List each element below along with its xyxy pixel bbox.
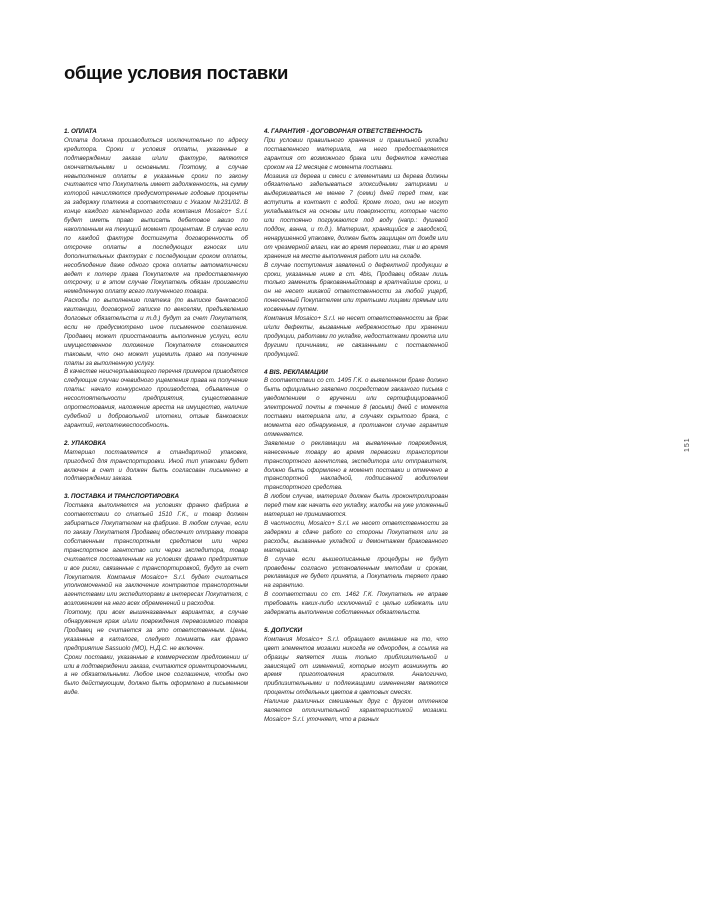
paragraph: Мозаика из дерева и смеси с элементами из дерева должны обязательно заделываться эпоксидными затирками и выдерживаться не менее 7 (семи) дней перед тем, как вступить в контакт с водой. Кроме того, они не могут укладываться на основы или поверхности, которые часто или постоянно погружаются под воду (напр.: душевой поддон, ванна, и т.д.). Материал, хранящийся в заводской, ненарушенной упаковке, должен быть защищен от дождя или от чрезмерной влаги, как во время перевозки, так и во время хранения на месте выполнения работ или на складе. xyxy=(264,172,448,260)
paragraph: Поэтому, при всех вышеназванных вариантах, в случае обнаружения краж и/или повреждения перевозимого товара Продавец не считается за это ответственным. Цены, указанные в каталоге, следует понимать как франко предприятие Sassuolo (MO), Н.Д.С. не включен. xyxy=(64,609,248,652)
paragraph: Материал поставляется в стандартной упаковке, пригодной для транспортировки. Иной тип упаковки будет включен в счет и должен быть согласован письменно в подтверждении заказа. xyxy=(64,448,248,483)
paragraph: Оплата должна производиться исключительно по адресу кредитора. Сроки и условия оплаты, указанные в подтверждении заказа и/или фактуре, являются окончательными и основными. Поэтому, в случае невыполнения оплаты в указанные сроки по закону считается что Покупатель имеет задолженность, на сумму которой начисляются предусмотренные годовые проценты за задержку платежа в соответствии с Указом №231/02. В конце каждого календарного года компания Mosaico+ S.r.l. будет иметь право выписать дебетовое авизо по накопленным на текущий момент процентам. В случае если по каждой фактуре достигнута договоренность об отсрочке оплаты в последующих взносах или дополнительных фактурах с последующим сроком оплаты, несоблюдение даже одного срока оплаты автоматически ведет к потере права Покупателя на предоставленную отсрочку, и в этом случае Покупатель обязан произвести немедленную оплату всего полученного товара. xyxy=(64,136,248,296)
section-heading-tolerances: 5. ДОПУСКИ xyxy=(264,626,303,634)
paragraph: Наличие различных смешанных друг с другом оттенков является отличительной характеристикой мозаики. Mosaico+ S.r.l. уточняет, что в разных xyxy=(264,698,448,723)
paragraph: Компания Mosaico+ S.r.l. не несет ответственности за брак и/или дефекты, вызванные небрежностью при хранении продукции, работами по укладке, недостатками проекта или другими причинами, не связанными с поставленной продукцией. xyxy=(264,315,448,358)
paragraph: В случае если вышеописанные процедуры не будут проведены согласно установленным методам и срокам, рекламация не будет принята, а Покупатель теряет право на гарантию. xyxy=(264,555,448,590)
paragraph: В случае поступления заявлений о дефектной продукции в сроки, указанные ниже в ст. 4bis, Продавец обязан лишь только заменить бракованныйтовар в кратчайшие сроки, и он не несет никакой ответственности за любой ущерб, понесенный Покупателем или третьими лицами прямым или косвенным путем. xyxy=(264,261,448,314)
paragraph: Расходы по выполнению платежа (по выписке банковской квитанции, договорной записке по векселям, предъявлению долговых обязательств и т.д.) будут за счет Покупателя, если не предусмотрено иное письменное соглашение. Продавец может приостановить выполнение услуги, если имущественное положение Покупателя становится таковым, что оно может ущемить право на получение платы за выполненную услугу. xyxy=(64,297,248,367)
page-title: общие условия поставки xyxy=(64,62,289,83)
paragraph: В любом случае, материал должен быть проконтролирован перед тем как начать его укладку, жалобы на уже уложенный материал не принимаются. xyxy=(264,493,448,519)
section-packaging xyxy=(64,440,248,485)
section-heading-payment: 1. ОПЛАТА xyxy=(64,128,97,135)
left-column xyxy=(64,128,248,707)
paragraph: В соответствии со ст. 1462 Г.К. Покупатель не вправе требовать каких-либо исключений с целью избежать или задержать выполнение собственных обязательств. xyxy=(264,591,448,617)
paragraph: Компания Mosaico+ S.r.l. обращает внимание на то, что цвет элементов мозаики никогда не однороден, а ссылка на образцы является лишь только приблизительной и зависящей от изменений, которые могут возникнуть во время приготовления красителя. Аналогично, приблизительными и подлежащими изменениям являются проценты отдельных цветов в цветовых смесях. xyxy=(264,635,448,697)
page-number: 151 xyxy=(684,437,691,452)
paragraph: Заявление о рекламации на выявленные повреждения, нанесенные товару во время перевозки транспортом транспортного агентства, экспедитора или отправителя, должно быть оформлено в момент поставки и отмечено в транспортной накладной, подписанной водителем транспортного средства. xyxy=(264,439,448,492)
paragraph: Сроки поставки, указанные в коммерческом предложении и/или в подтверждении заказа, считаются ориентировочными, а не обязательными. Любое иное соглашение, чтобы оно было действующим, должно быть оформлено в письменном виде. xyxy=(64,653,248,697)
section-claims xyxy=(264,369,448,618)
section-payment xyxy=(64,128,248,431)
paragraph: Поставка выполняется на условиях франко фабрика в соответствии со статьей 1510 Г.К., и товар должен забираться Покупателем на фабрике. В любом случае, если по заказу Покупателя Продавец обеспечит отправку товара собственным транспортным средством или через транспортное агентство или через экспедитора, товар считается поставленным на условиях франко предприятие и все риски, связанные с транспортировкой, будут за счет Покупателя. Компания Mosaico+ S.r.l. будет считаться уполномоченной на заключение контрактов транспортным агентствами или экспедиторами в интересах Покупателя, с возложением на него всех обременений и расходов. xyxy=(64,502,248,608)
section-tolerances xyxy=(264,627,448,725)
section-heading-packaging: 2. УПАКОВКА xyxy=(64,439,106,447)
section-warranty xyxy=(264,128,448,360)
section-heading-claims: 4 BIS. РЕКЛАМАЦИИ xyxy=(264,368,328,376)
paragraph: В качестве неисчерпывающего перечня примеров приводятся следующие случаи очевидного ущемления права на получение платы: начало конкурсного производства, объявление о несостоятельности предприятия, существование опротестования, наложение ареста на имущество, наличие судебной и добровольной ипотеки, отзыв банковских гарантий, неплатежеспособность. xyxy=(64,368,248,429)
section-heading-warranty: 4. ГАРАНТИЯ - ДОГОВОРНАЯ ОТВЕТСТВЕННОСТЬ xyxy=(264,128,423,135)
section-heading-delivery: 3. ПОСТАВКА И ТРАНСПОРТИРОВКА xyxy=(64,493,180,501)
paragraph: При условии правильного хранения и правильной укладки поставленного материала, на него предоставляется гарантия от возможного брака или дефектов качества сроком на 12 месяцев с момента поставки. xyxy=(264,136,448,171)
section-delivery xyxy=(64,493,248,698)
paragraph: В соответствии со ст. 1495 Г.К. о выявленном браке должно быть официально заявлено посредством заказного письма с уведомлением о вручении или сертифицированной электронной почты в течение 8 (восьми) дней с момента поставки материала или, в случаях скрытого брака, с момента его обнаружения, в противном случае гарантия отменяется. xyxy=(264,377,448,438)
paragraph: В частности, Mosaico+ S.r.l. не несет ответственности за задержки в сдаче работ со стороны Покупателя или за расходы, вызванные укладкой и демонтажем бракованного материала. xyxy=(264,519,448,554)
right-column xyxy=(264,128,448,734)
